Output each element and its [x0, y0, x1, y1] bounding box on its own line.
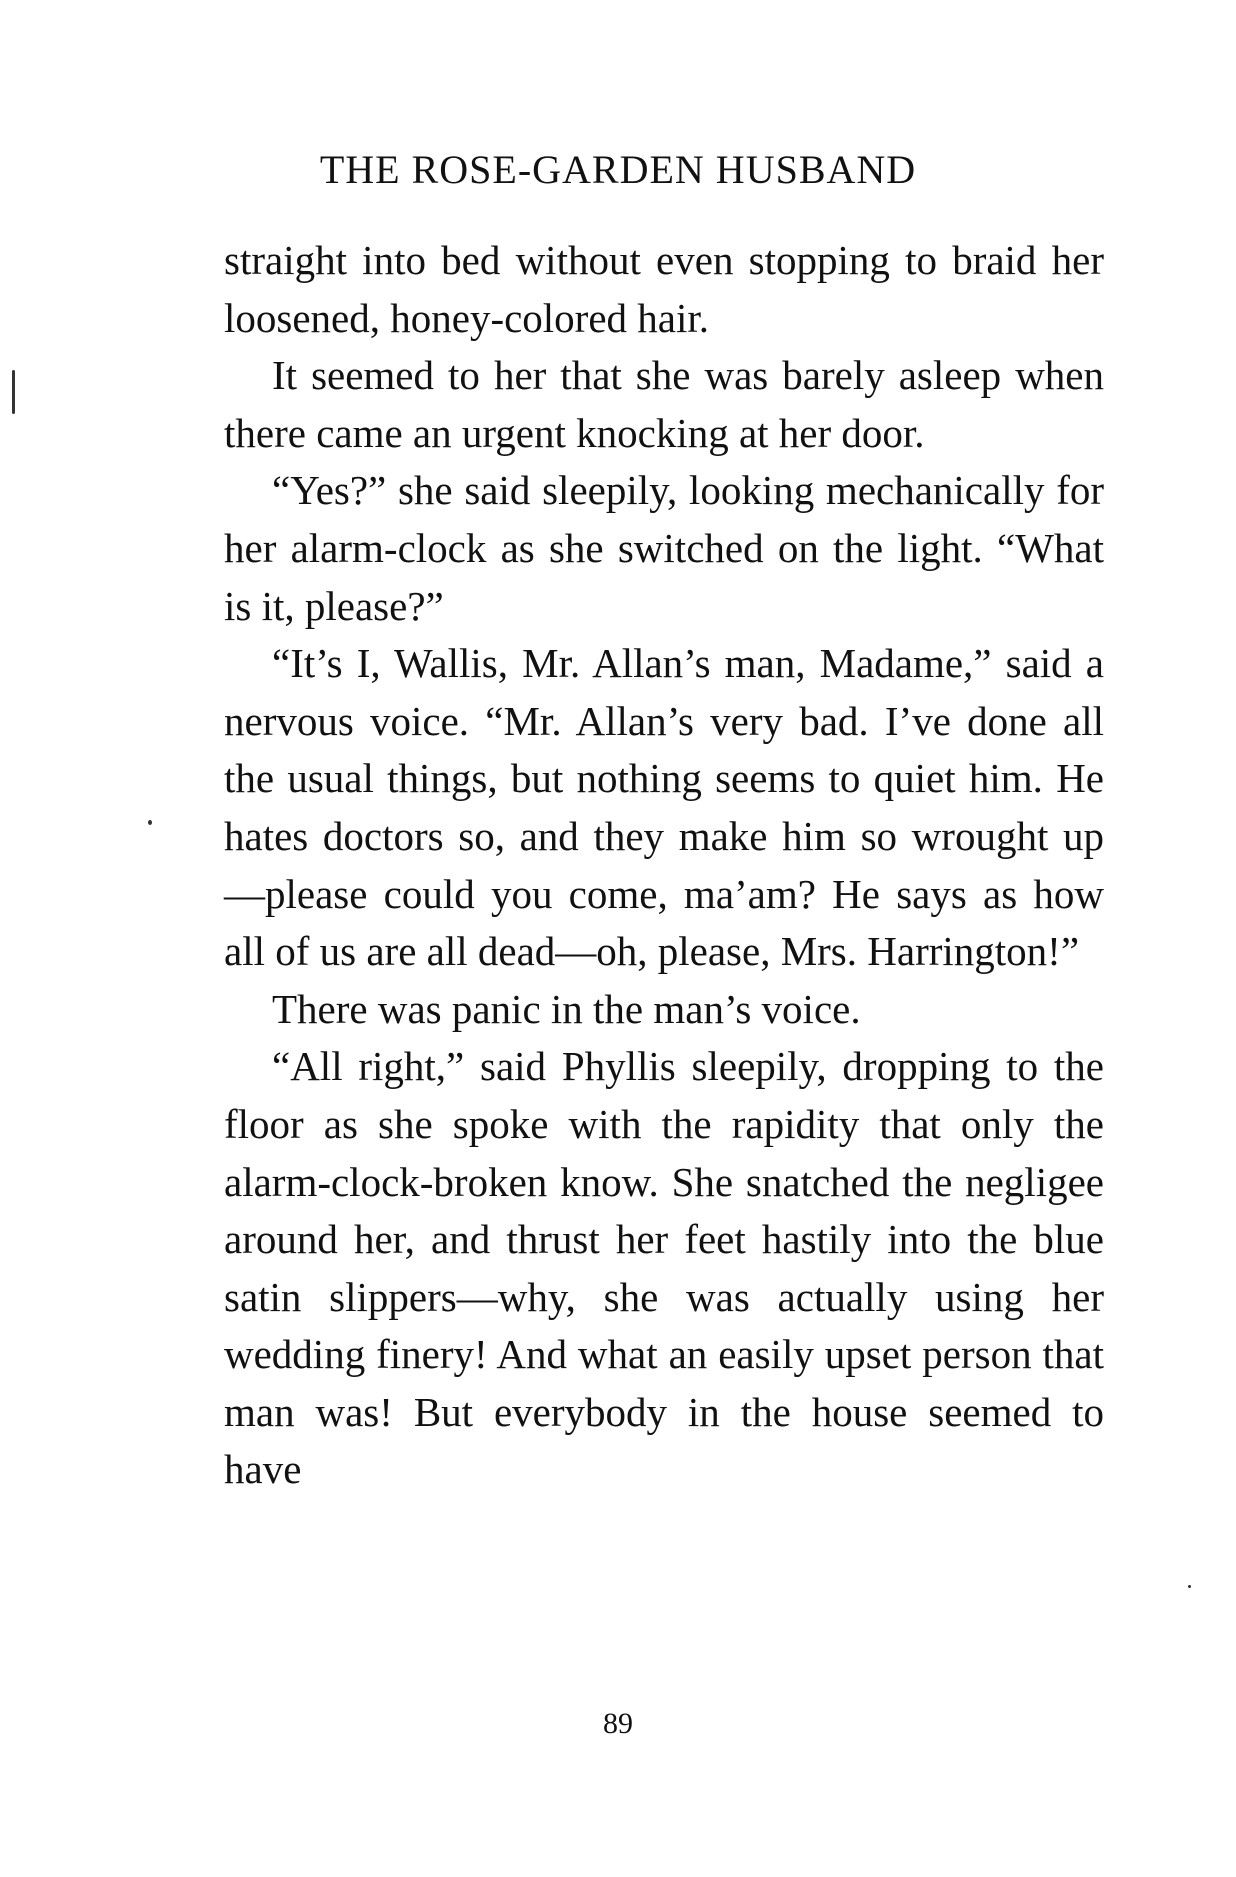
scan-speck — [1188, 1585, 1191, 1588]
scan-mark — [12, 370, 15, 414]
paragraph: “It’s I, Wallis, Mr. Allan’s man, Madame,” said a nervous voice. “Mr. Allan’s very bad. I’ve done all the usual things, but nothing seems to quiet him. He hates doctors so, and they make him so wrought up—please could you come, ma’am? He says as how all of us are all dead—oh, please, Mrs. Harrington!” — [224, 640, 1104, 975]
paragraph: There was panic in the man’s voice. — [272, 985, 861, 1032]
page-body — [224, 232, 1104, 1499]
paragraph: It seemed to her that she was barely asleep when there came an urgent knocking at her door. — [224, 352, 1104, 456]
paragraph-continued: straight into bed without even stopping to braid her loosened, honey-colored hair. — [224, 237, 1104, 341]
paragraph: “All right,” said Phyllis sleepily, dropping to the floor as she spoke with the rapidity that only the alarm-clock-broken know. She snatched the negligee around her, and thrust her feet hastily into the blue satin slippers—why, she was actually using her wedding finery! And what an easily upset person that man was! But everybody in the house seemed to have — [224, 1043, 1104, 1493]
running-header: THE ROSE-GARDEN HUSBAND — [319, 147, 917, 192]
page-number: 89 — [603, 1707, 633, 1740]
scan-speck — [148, 820, 152, 825]
paragraph: “Yes?” she said sleepily, looking mechanically for her alarm-clock as she switched on the light. “What is it, please?” — [224, 467, 1104, 629]
